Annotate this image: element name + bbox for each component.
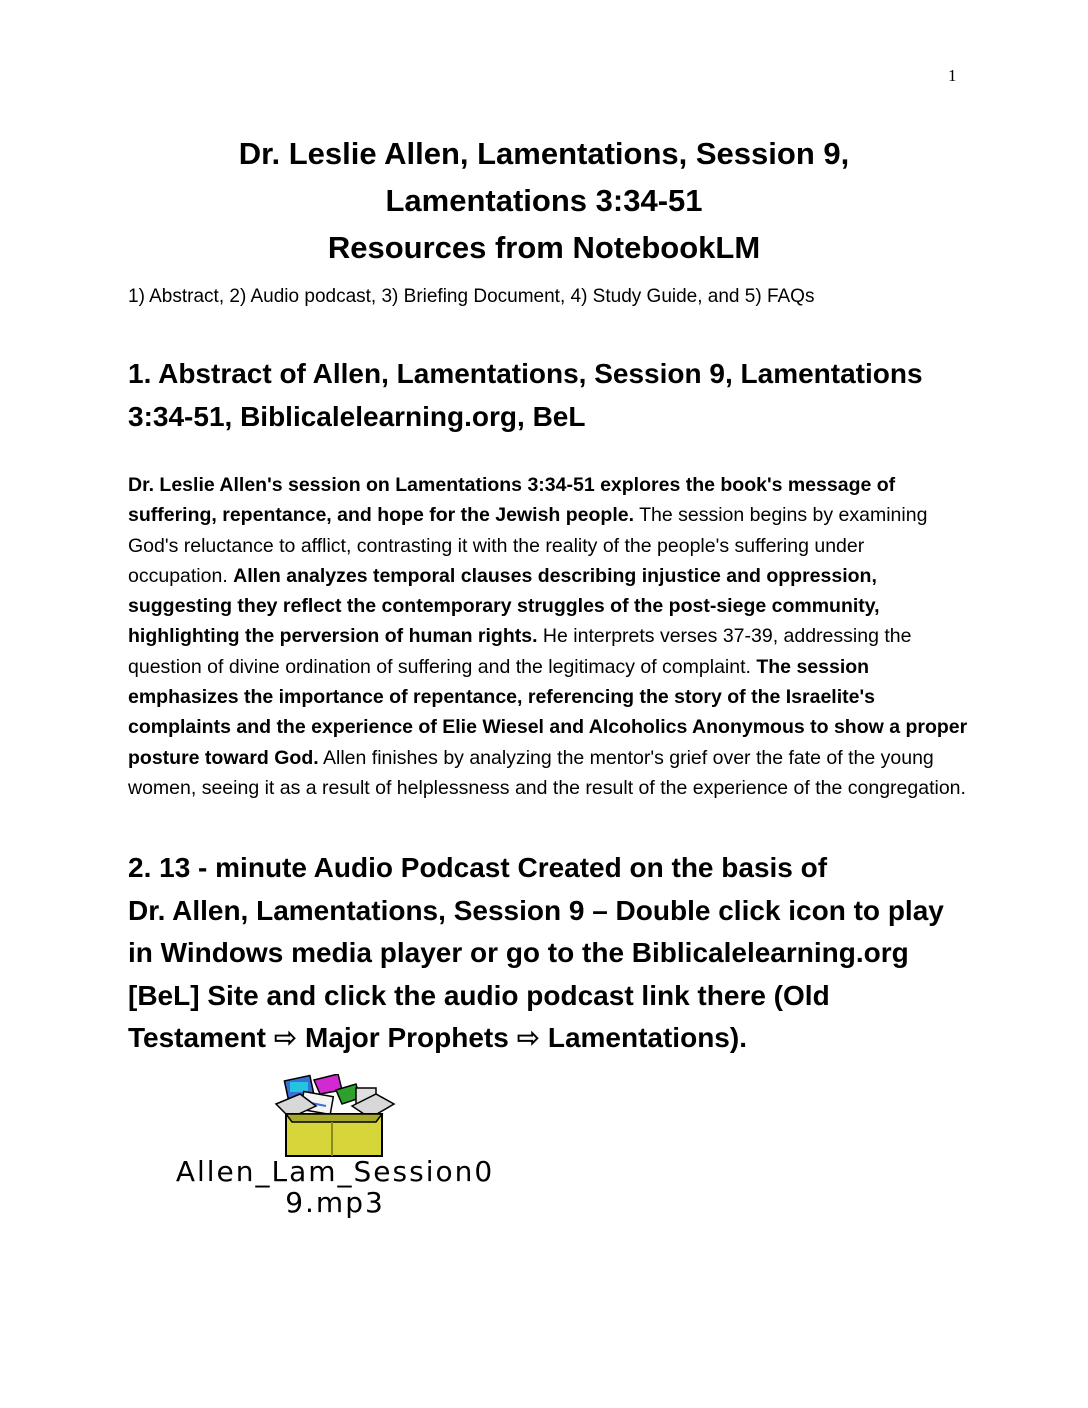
file-label-line-2: 9.mp3 xyxy=(285,1186,385,1219)
abstract-bold-5: The session emphasizes the importance of repentance, referencing the story of the Israelite's complaints and the experience of Elie Wiesel and Alcoholics Anonymous to show a proper posture toward God. xyxy=(128,655,968,769)
title-line-1: Dr. Leslie Allen, Lamentations, Session 9, xyxy=(238,136,850,171)
abstract-heading xyxy=(128,352,968,438)
breadcrumb-lamentations: Lamentations). xyxy=(540,1022,747,1053)
abstract-text-4: He interprets verses 37-39, addressing the question of divine ordination of suffering and the legitimacy of complaint. xyxy=(128,625,912,678)
abstract-bold-1: Dr. Leslie Allen's session on Lamentations 3:34-51 explores the book's message of suffering, repentance, and hope for the Jewish people. xyxy=(128,474,896,527)
breadcrumb-old-testament: Testament xyxy=(128,1022,274,1053)
podcast-heading-line-5 xyxy=(128,1017,978,1060)
abstract-heading-line-2: 3:34-51, Biblicalelearning.org, BeL xyxy=(128,401,586,432)
file-label-line-1: Allen_Lam_Session0 xyxy=(175,1155,495,1188)
arrow-right-icon: ⇨ xyxy=(516,1022,541,1053)
title-line-2: Lamentations 3:34-51 xyxy=(385,183,703,218)
document-title xyxy=(0,130,1088,271)
podcast-heading-line-4: [BeL] Site and click the audio podcast link there (Old xyxy=(128,979,830,1011)
title-line-3: Resources from NotebookLM xyxy=(327,230,761,265)
page-number: 1 xyxy=(948,66,957,85)
arrow-right-icon: ⇨ xyxy=(273,1022,298,1053)
podcast-heading-line-2: Dr. Allen, Lamentations, Session 9 – Double click icon to play xyxy=(128,894,944,926)
breadcrumb-major-prophets: Major Prophets xyxy=(297,1022,517,1053)
package-icon[interactable] xyxy=(272,1074,396,1158)
resources-list: 1) Abstract, 2) Audio podcast, 3) Briefing Document, 4) Study Guide, and 5) FAQs xyxy=(128,286,815,307)
abstract-paragraph xyxy=(128,470,968,803)
podcast-heading xyxy=(128,847,978,1060)
file-label[interactable] xyxy=(120,1156,550,1218)
podcast-heading-line-1: 2. 13 - minute Audio Podcast Created on the basis of xyxy=(128,852,828,883)
abstract-text-6: Allen finishes by analyzing the mentor's grief over the fate of the young women, seeing it as a result of helplessness and the result of the experience of the congregation. xyxy=(128,746,966,799)
abstract-heading-line-1: 1. Abstract of Allen, Lamentations, Session 9, Lamentations xyxy=(128,358,923,389)
abstract-text-2: The session begins by examining God's reluctance to afflict, contrasting it with the reality of the people's suffering under occupation. xyxy=(128,504,928,587)
abstract-bold-3: Allen analyzes temporal clauses describing injustice and oppression, suggesting they reflect the contemporary struggles of the post-siege community, highlighting the perversion of human rights. xyxy=(128,564,880,648)
podcast-heading-line-3: in Windows media player or go to the Biblicalelearning.org xyxy=(128,937,909,968)
